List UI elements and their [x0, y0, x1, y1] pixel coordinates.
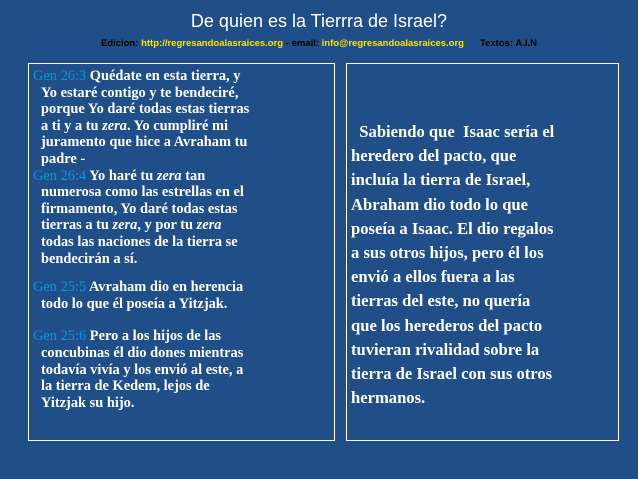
slide-subtitle	[0, 38, 638, 50]
verse-text: Yo haré tu	[89, 167, 157, 184]
commentary-line: envió a ellos fuera a las	[351, 267, 515, 287]
verse-line: Pero a los hijos de las	[89, 328, 222, 345]
verse-line	[33, 217, 330, 234]
verse-line: Avraham dio en herencia	[88, 279, 244, 296]
verse-text: . Yo cumpliré mi	[126, 117, 228, 134]
commentary-line: a sus otros hijos, pero él los	[351, 243, 544, 263]
verse-reference: Gen 26:4	[33, 167, 87, 184]
texts-label: Textos:	[480, 38, 516, 49]
slide-bottom-strip	[0, 458, 638, 479]
verse-line: la tierra de Kedem, lejos de	[41, 378, 210, 395]
verse-gen-26-4	[33, 168, 330, 268]
verse-line: bendecirán a sí.	[41, 250, 138, 267]
commentary-line: tuvieran rivalidad sobre la	[351, 339, 540, 359]
verse-line: todo lo que él poseía a Yitzjak.	[41, 295, 228, 312]
verse-emphasis: zera	[102, 117, 127, 134]
verse-emphasis: zera	[156, 167, 182, 184]
verse-gen-26-3	[33, 68, 330, 168]
verse-line: Yo estaré contigo y te bendeciré,	[41, 84, 239, 101]
edition-url[interactable]: http://regresandoalasraices.org	[141, 38, 284, 49]
verse-line: concubinas él dio dones mientras	[41, 344, 244, 361]
verse-line	[33, 118, 330, 135]
verse-gen-25-6	[33, 328, 330, 411]
verse-text: a ti y a tu	[41, 117, 103, 134]
verse-line: Yitzjak su hijo.	[41, 394, 135, 411]
right-commentary-box	[346, 63, 619, 441]
email-address[interactable]: info@regresandoalasraices.org	[321, 38, 464, 49]
verse-line: todavía vivía y los envió al este, a	[41, 361, 244, 378]
verse-text: tierras a tu	[41, 217, 113, 234]
verse-text: tan	[181, 167, 206, 184]
verse-line: todas las naciones de la tierra se	[41, 233, 238, 250]
verse-text: , y por tu	[137, 217, 197, 234]
commentary-line: que los herederos del pacto	[351, 315, 543, 335]
verse-line: porque Yo daré todas estas tierras	[41, 101, 250, 118]
verse-emphasis: zera	[196, 217, 222, 234]
verse-reference: Gen 25:5	[33, 279, 87, 296]
edition-label: Edicion:	[100, 38, 142, 49]
email-label: - email:	[283, 38, 322, 49]
verse-reference: Gen 25:6	[33, 328, 87, 345]
commentary-line: Sabiendo que Isaac sería el	[351, 122, 555, 141]
verse-line: juramento que hice a Avraham tu	[41, 134, 248, 151]
verse-emphasis: zera	[112, 217, 138, 234]
commentary-line: Abraham dio todo lo que	[351, 194, 529, 214]
commentary-line: tierras del este, no quería	[351, 291, 531, 311]
slide-title: De quien es la Tierrra de Israel?	[190, 11, 448, 31]
commentary-line: poseía a Isaac. El dio regalos	[351, 218, 554, 238]
commentary-line: heredero del pacto, que	[351, 146, 517, 166]
verse-gen-25-5	[33, 279, 330, 312]
verse-line: padre -	[41, 150, 86, 167]
verse-line: numerosa como las estrellas en el	[41, 184, 244, 201]
verse-line: firmamento, Yo daré todas estas	[41, 200, 238, 217]
verse-line: Quédate en esta tierra, y	[89, 68, 241, 84]
texts-author: A.I.N	[515, 38, 538, 49]
left-verses-box	[28, 63, 335, 441]
commentary-line: tierra de Israel con sus otros	[351, 364, 553, 384]
commentary-line: incluía la tierra de Israel,	[351, 170, 531, 190]
commentary-line: hermanos.	[351, 388, 426, 408]
verse-reference: Gen 26:3	[33, 68, 87, 84]
